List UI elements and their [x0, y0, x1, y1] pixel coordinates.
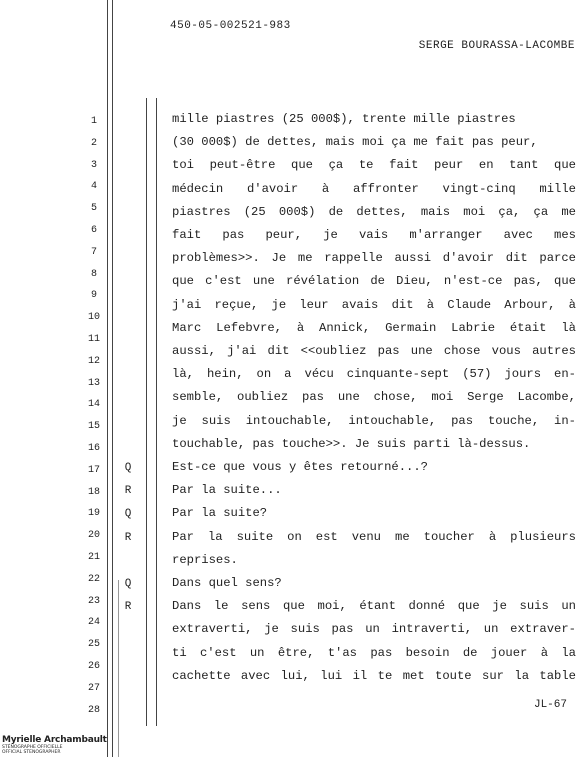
- transcript-line: j'ai reçue, je leur avais dit à Claude Arbour, à: [172, 297, 576, 312]
- line-number: 13: [87, 377, 100, 389]
- transcript-line: Marc Lefebvre, à Annick, Germain Labrie était là: [172, 320, 576, 335]
- transcript-line: toi peut-être que ça te fait peur en tant que: [172, 158, 576, 173]
- transcript-line: Dans le sens que moi, étant donné que je suis un: [172, 599, 576, 614]
- transcript-line: problèmes>>. Je me rappelle aussi d'avoir dit parce: [172, 251, 576, 266]
- page-code: JL-67: [533, 699, 567, 711]
- line-number: 12: [87, 355, 100, 367]
- line-number: 15: [87, 421, 100, 433]
- line-number: 17: [87, 464, 100, 476]
- transcript-line: Dans quel sens?: [172, 576, 282, 590]
- line-number: 21: [87, 552, 100, 563]
- line-number: 25: [87, 639, 100, 651]
- line-number: 22: [87, 573, 100, 585]
- line-number: 2: [90, 137, 97, 149]
- transcript-line: ti c'est un être, t'as pas besoin de jouer à la: [172, 645, 576, 660]
- stenographer-logo: [2, 735, 107, 755]
- line-number: 19: [87, 508, 100, 520]
- line-number: 24: [87, 617, 100, 629]
- transcript-line: là, hein, on a vécu cinquante-sept (57) jours en-: [172, 367, 576, 382]
- transcript-line: extraverti, je suis pas un intraverti, un extraver-: [172, 622, 576, 637]
- line-number: 16: [87, 443, 100, 454]
- answer-marker: R: [124, 485, 132, 498]
- line-number: 28: [87, 704, 100, 716]
- answer-marker: R: [124, 601, 132, 614]
- line-number: 18: [87, 486, 100, 498]
- line-number: 7: [90, 246, 97, 258]
- transcript-line: touchable, pas touche>>. Je suis parti là-dessus.: [172, 436, 531, 451]
- transcript-line: Est-ce que vous y êtes retourné...?: [172, 460, 428, 474]
- line-number: 27: [87, 682, 100, 694]
- question-marker: Q: [124, 578, 132, 590]
- line-number: 10: [87, 312, 100, 324]
- text-margin-rule-1: [146, 98, 147, 726]
- line-number: 14: [87, 399, 100, 411]
- answer-marker: R: [124, 531, 132, 544]
- transcript-line: que c'est une révélation de Dieu, n'est-ce pas, que: [172, 274, 576, 289]
- transcript-line: Par la suite on est venu me toucher à plusieurs: [172, 529, 576, 544]
- file-number: 450-05-002521-983: [170, 20, 291, 32]
- stenographer-title-en: OFFICIAL STENOGRAPHER: [2, 750, 61, 755]
- transcript-line: Par la suite...: [172, 483, 282, 498]
- line-number: 1: [90, 116, 97, 127]
- line-number: 26: [87, 661, 100, 672]
- transcript-line: reprises.: [172, 552, 238, 567]
- text-margin-rule-2: [156, 98, 157, 726]
- transcript-line: fait pas peur, je vais m'arranger avec mes: [172, 228, 576, 242]
- line-number: 11: [87, 334, 100, 345]
- line-number: 9: [90, 290, 97, 302]
- line-number: 3: [90, 159, 97, 171]
- stenographer-title-fr: STÉNOGRAPHE OFFICIELLE: [2, 745, 63, 750]
- transcript-line: mille piastres (25 000$), trente mille piastres: [172, 112, 516, 126]
- transcript-line: Par la suite?: [172, 506, 268, 521]
- line-number: 6: [90, 225, 97, 236]
- transcript-line: semble, oubliez pas une chose, moi Serge Lacombe,: [172, 390, 576, 405]
- witness-name: SERGE BOURASSA-LACOMBE: [418, 40, 575, 52]
- transcript-line: (30 000$) de dettes, mais moi ça me fait pas peur,: [172, 135, 538, 150]
- line-number: 23: [87, 595, 100, 607]
- line-number: 5: [90, 203, 97, 215]
- question-marker: Q: [124, 508, 132, 521]
- line-number: 4: [90, 181, 97, 193]
- transcript-line: cachette avec lui, lui il te met toute sur la table: [172, 668, 576, 683]
- question-marker: Q: [124, 462, 132, 474]
- stenographer-name: Myrielle Archambault: [2, 735, 107, 745]
- transcript-line: je suis intouchable, intouchable, pas touche, in-: [172, 413, 576, 428]
- line-number: 8: [90, 268, 97, 280]
- transcript-line: médecin d'avoir à affronter vingt-cinq mille: [172, 181, 576, 196]
- line-number: 20: [87, 530, 100, 542]
- transcript-line: piastres (25 000$) de dettes, mais moi ça, ça me: [172, 204, 576, 219]
- transcript-line: aussi, j'ai dit <<oubliez pas une chose vous autres: [172, 344, 576, 358]
